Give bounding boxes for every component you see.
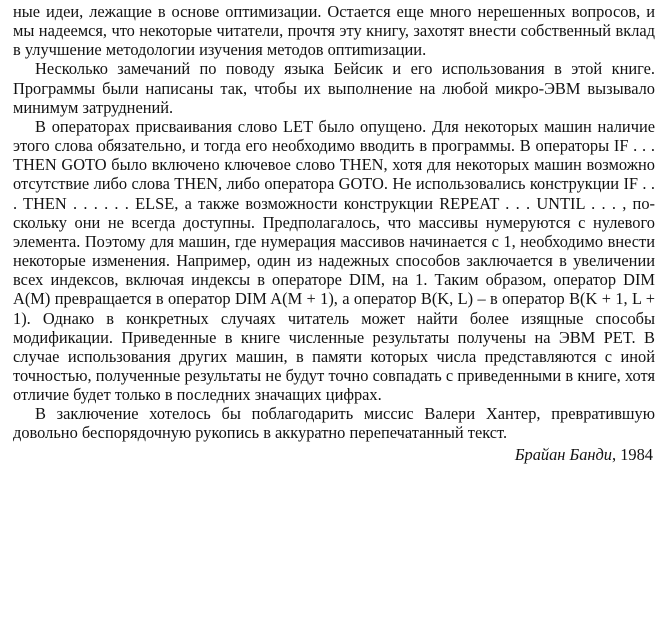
paragraph-optimization-ideas: ные идеи, лежащие в основе оптимизации. Остается еще много нерешенных вопросов, и мы надеемся, что некоторые читатели, прочтя эту книгу, захотят внести собственный вклад в улучшение методологии изучения методов оптиmизации.	[13, 2, 655, 60]
signature-year: 1984	[620, 444, 653, 464]
paragraph-basic-operators: В операторах присваивания слово LET было опущено. Для некоторых машин наличие этого слова обязательно, и тогда его необходимо вводить в программы. В операторы IF . . . THEN GOTO было включено ключевое слово THEN, хотя для некоторых машин возможно отсутствие либо слова THEN, либо оператора GOTO. Не использовались конструкции IF . . . THEN . . . . . . ELSE, а также возможности конструкции REPEAT . . . UNTIL . . . , поскольку они не всегда доступны. Предполагалось, что массивы нумеруются с нулевого элемента. Поэтому для машин, где нумерация массивов начинается с 1, необходимо внести некоторые изменения. Например, один из надежных способов заключается в увеличении всех индексов, включая индексы в операторе DIM, на 1. Таким образом, оператор DIM A(M) превращается в оператор DIM A(M + 1), а оператор B(K, L) – в оператор B(K + 1, L + 1). Однако в конкретных случаях читатель может найти более изящные способы модификации. Приведенные в книге численные результаты получены на ЭВМ PET. В случае использования других машин, в памяти которых числа представляются с иной точностью, полученные результаты не будут точно совпадать с приведенными в книге, хотя отличие будет только в последних значащих цифрах.	[13, 116, 655, 405]
signature-separator: ,	[612, 444, 621, 464]
signature	[13, 445, 655, 464]
document-page	[13, 2, 655, 464]
signature-author: Брайан Банди	[514, 444, 613, 464]
paragraph-basic-language-notes: Несколько замечаний по поводу языка Бейсик и его использования в этой книге. Программы были написаны так, чтобы их выполнение на любой микро-ЭВМ вызывало минимум затруднений.	[13, 59, 655, 117]
paragraph-acknowledgement: В заключение хотелось бы поблагодарить миссис Валери Хантер, превратившую довольно беспорядочную рукопись в аккуратно перепечатанный текст.	[13, 404, 655, 443]
